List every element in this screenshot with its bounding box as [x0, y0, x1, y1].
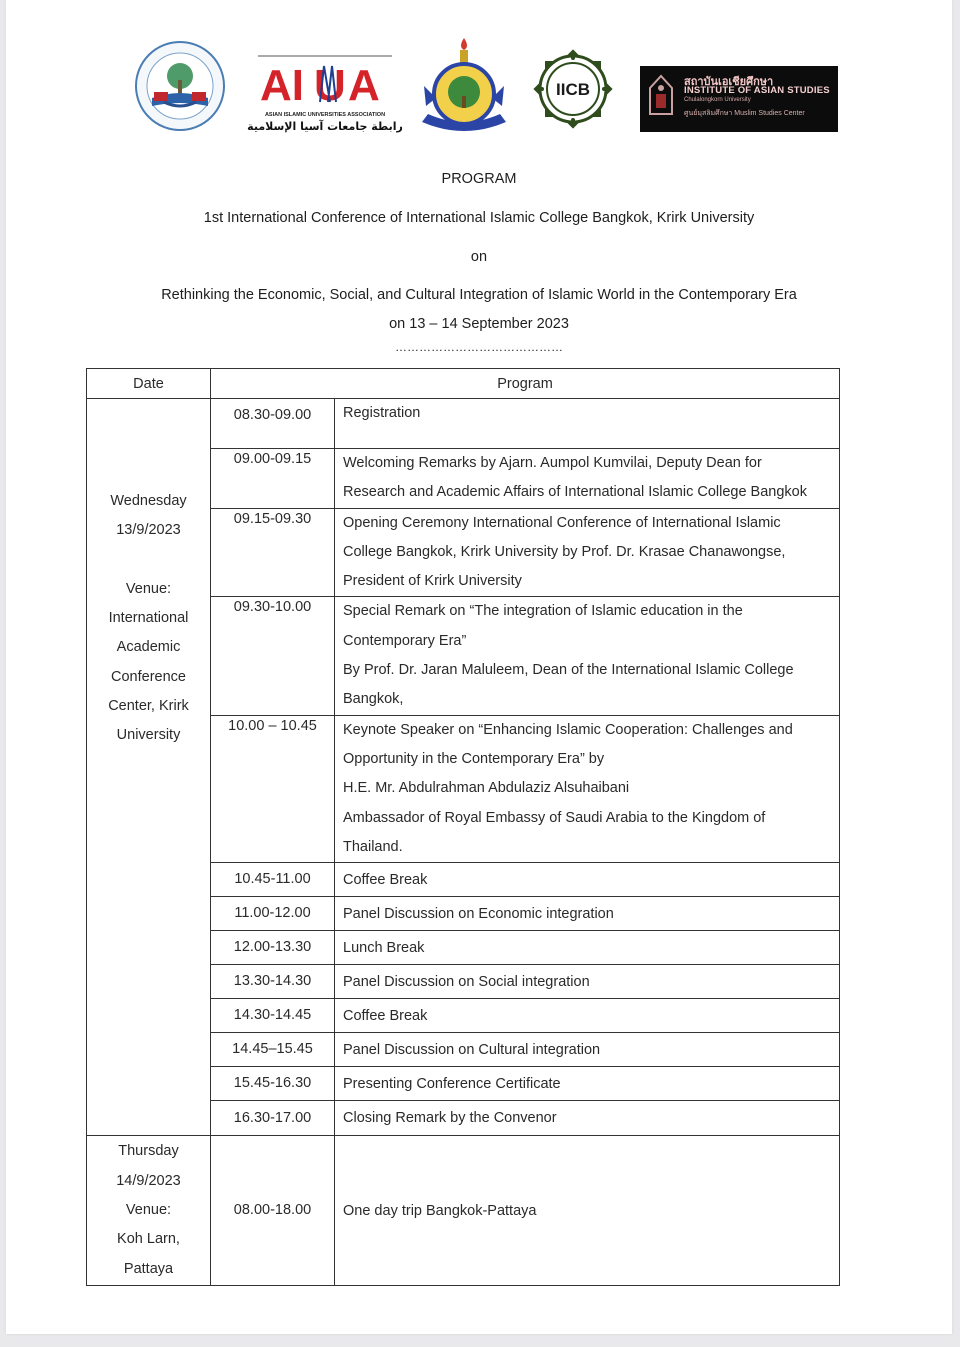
time-cell [211, 508, 335, 597]
svg-text:U: U [314, 61, 346, 110]
time-text: 09.15-09.30 [233, 510, 312, 527]
day2-line: Thursday [118, 1143, 179, 1160]
time-text: 08.30-09.00 [233, 407, 312, 423]
day2-line: Venue: [125, 1202, 172, 1218]
day1-date-cell [87, 399, 211, 1136]
program-line: Panel Discussion on Cultural integration [343, 1041, 601, 1058]
day1-line: Conference [111, 668, 186, 685]
program-line: Coffee Break [343, 871, 428, 888]
table-row [87, 1136, 840, 1286]
krirk-university-emblem [416, 36, 512, 140]
program-line: H.E. Mr. Abdulrahman Abdulaziz Alsuhaibani [343, 780, 630, 797]
program-line: Special Remark on “The integration of Islamic education in the [343, 603, 743, 620]
program-line: Presenting Conference Certificate [343, 1075, 561, 1092]
date-column-header: Date [87, 369, 211, 399]
iicb-logo [528, 44, 618, 134]
day1-line: Venue: [125, 580, 172, 597]
time-text: 08.00-18.00 [233, 1202, 312, 1219]
time-text: 13.30-14.30 [233, 973, 312, 990]
svg-text:IICB: IICB [556, 80, 590, 99]
time-text: 12.00-13.30 [233, 939, 312, 956]
date-cell-spacer [87, 399, 210, 487]
program-column-header: Program [211, 369, 840, 399]
institute-university: Chulalongkorn University [684, 97, 751, 103]
time-cell [211, 999, 335, 1033]
time-cell [211, 1033, 335, 1067]
time-cell [211, 597, 335, 715]
time-text: 10.00 – 10.45 [228, 717, 317, 734]
program-cell [335, 399, 840, 449]
day2-line: Pattaya [123, 1260, 174, 1277]
time-cell [211, 1101, 335, 1136]
time-cell [211, 931, 335, 965]
program-line: Coffee Break [343, 1007, 428, 1024]
time-text: 09.00-09.15 [233, 451, 312, 467]
muslim-studies-center: ศูนย์มุสลิมศึกษา Muslim Studies Center [684, 110, 805, 117]
time-cell [211, 897, 335, 931]
program-line: Ambassador of Royal Embassy of Saudi Arabia to the Kingdom of [343, 809, 766, 826]
time-text: 11.00-12.00 [234, 905, 311, 922]
logo-bar [6, 36, 952, 146]
program-cell [335, 508, 840, 597]
table-header-row [87, 369, 840, 399]
aiua-logo [247, 54, 403, 134]
day1-line: Center, Krirk [108, 698, 189, 715]
program-line: Opportunity in the Contemporary Era” by [343, 750, 605, 767]
program-line: Lunch Break [343, 939, 425, 956]
dotted-separator: …………………………………… [395, 340, 563, 354]
svg-text:ASIAN ISLAMIC UNIVERSITIES ASS: ASIAN ISLAMIC UNIVERSITIES ASSOCIATION [264, 112, 386, 118]
time-text: 10.45-11.00 [234, 871, 311, 888]
day2-line: 14/9/2023 [116, 1172, 181, 1189]
program-line: President of Krirk University [343, 573, 522, 590]
time-cell [211, 1067, 335, 1101]
program-cell [335, 597, 840, 715]
program-line: Closing Remark by the Convenor [343, 1110, 557, 1127]
table-row [87, 399, 840, 449]
svg-text:رابطة جامعات آسيا الإسلامية: رابطة جامعات آسيا الإسلامية [247, 120, 403, 133]
program-cell [335, 1067, 840, 1101]
program-line: Panel Discussion on Economic integration [343, 905, 614, 922]
program-line: Registration [343, 405, 421, 421]
conference-title: 1st International Conference of International Islamic College Bangkok, Krirk University [203, 210, 755, 226]
program-line: Panel Discussion on Social integration [343, 973, 590, 990]
day1-line: Academic [116, 639, 181, 656]
program-line: Welcoming Remarks by Ajarn. Aumpol Kumvilai, Deputy Dean for [343, 455, 762, 471]
program-cell [335, 965, 840, 999]
time-cell [211, 715, 335, 862]
program-text: One day trip Bangkok-Pattaya [343, 1202, 537, 1219]
day2-line: Koh Larn, [117, 1231, 180, 1248]
program-cell [335, 715, 840, 862]
program-cell [335, 863, 840, 897]
day2-date-cell [87, 1136, 211, 1286]
program-line: By Prof. Dr. Jaran Maluleem, Dean of the International Islamic College [343, 662, 794, 679]
program-line: Contemporary Era” [343, 632, 467, 649]
program-line: College Bangkok, Krirk University by Prof. Dr. Krasae Chanawongse, [343, 543, 786, 560]
time-cell [211, 965, 335, 999]
program-line: Research and Academic Affairs of International Islamic College Bangkok [343, 484, 807, 501]
program-cell [335, 1033, 840, 1067]
program-line: Opening Ceremony International Conference of International Islamic [343, 514, 781, 531]
time-text: 14.45–15.45 [232, 1041, 313, 1058]
program-table [86, 368, 840, 1286]
college-seal-logo [134, 40, 226, 132]
program-cell [335, 999, 840, 1033]
time-text: 14.30-14.45 [233, 1007, 312, 1024]
day1-line: University [116, 727, 181, 744]
time-text: 16.30-17.00 [233, 1109, 312, 1126]
institute-english-name: INSTITUTE OF ASIAN STUDIES [684, 85, 830, 96]
document-page [6, 0, 952, 1334]
institute-thai-name: สถาบันเอเชียศึกษา [684, 76, 774, 88]
program-heading: PROGRAM [441, 171, 517, 187]
day1-line [87, 546, 210, 575]
institute-of-asian-studies-logo [640, 66, 838, 132]
conference-dates: on 13 – 14 September 2023 [389, 316, 569, 332]
on-text: on [470, 249, 488, 265]
time-cell [211, 399, 335, 449]
day2-program-cell [335, 1136, 840, 1286]
svg-text:A: A [348, 61, 380, 110]
program-line: Thailand. [343, 838, 403, 855]
program-cell [335, 931, 840, 965]
day1-line: 13/9/2023 [116, 522, 181, 539]
program-cell [335, 449, 840, 509]
program-line: Keynote Speaker on “Enhancing Islamic Cooperation: Challenges and [343, 721, 793, 738]
time-cell [211, 863, 335, 897]
program-cell [335, 1101, 840, 1136]
day1-line: International [108, 610, 189, 627]
time-cell [211, 449, 335, 509]
day1-line: Wednesday [110, 493, 187, 509]
svg-text:AI: AI [260, 61, 304, 110]
conference-theme: Rethinking the Economic, Social, and Cultural Integration of Islamic World in the Contemporary Era [161, 287, 797, 303]
time-text: 09.30-10.00 [233, 599, 312, 616]
day2-time-cell [211, 1136, 335, 1286]
program-cell [335, 897, 840, 931]
time-text: 15.45-16.30 [233, 1075, 312, 1092]
program-line: Bangkok, [343, 691, 404, 708]
